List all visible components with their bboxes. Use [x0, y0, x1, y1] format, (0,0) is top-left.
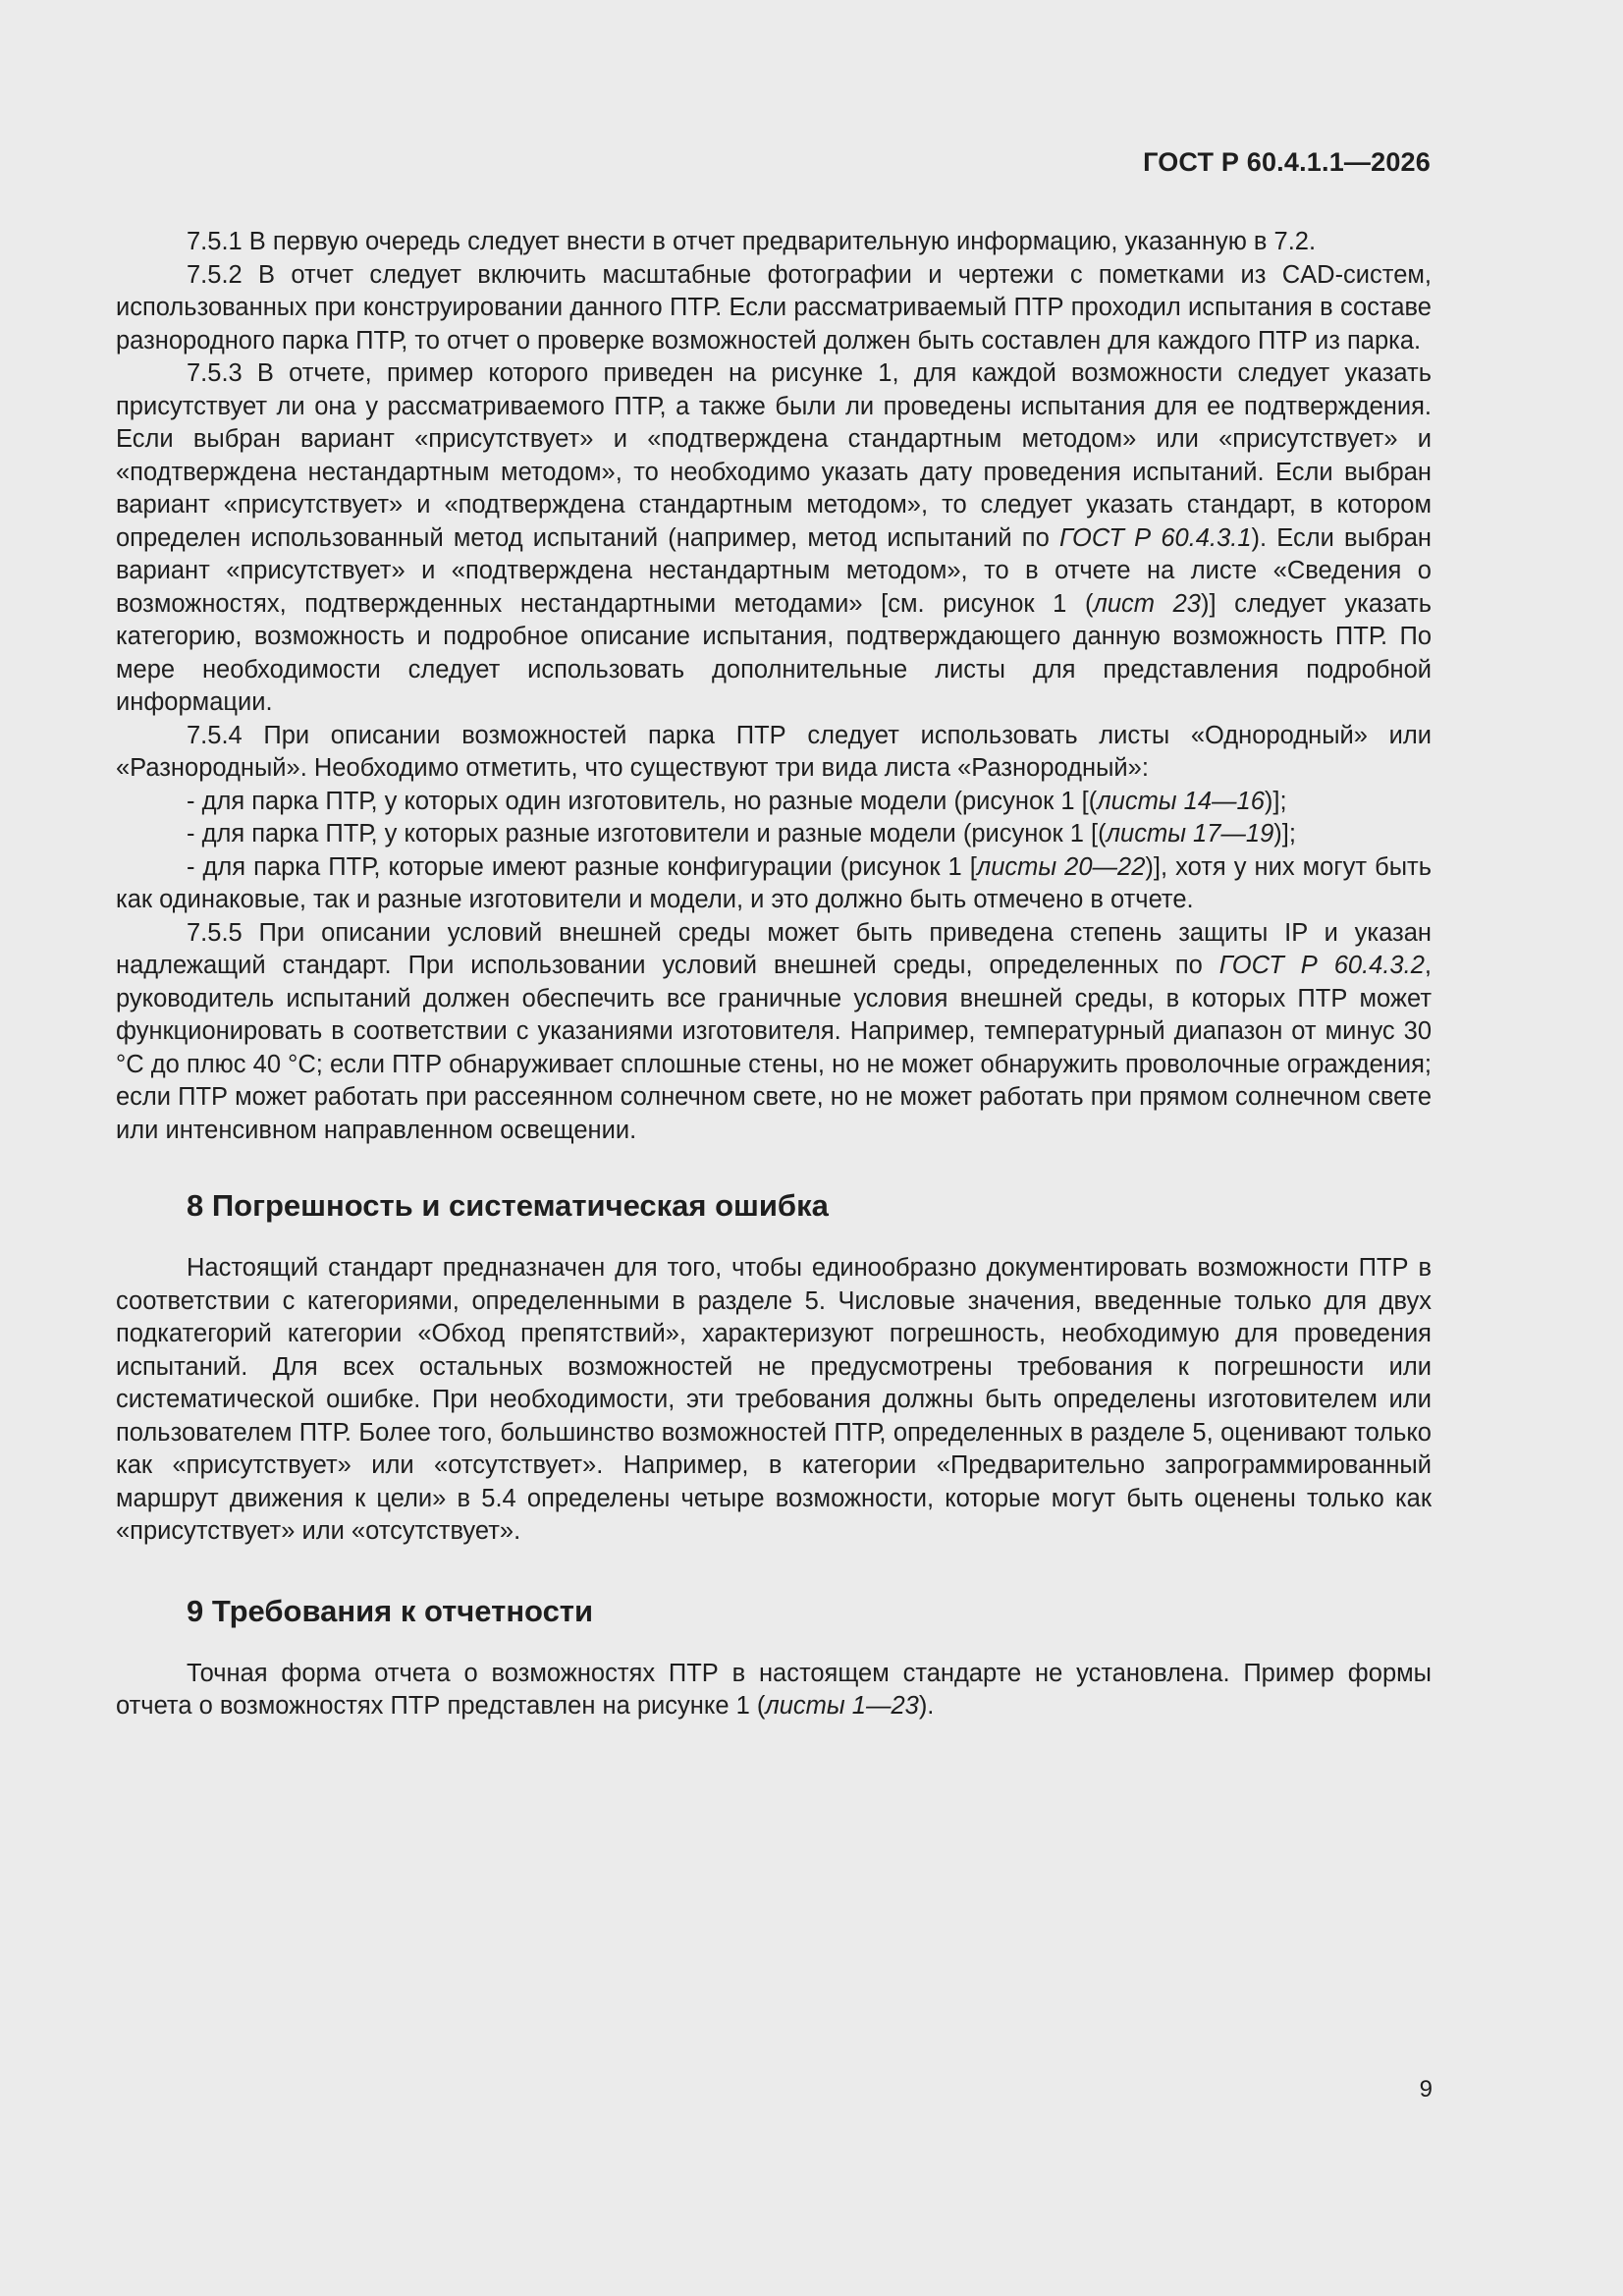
paragraph-7-5-3 — [116, 357, 1432, 720]
section-8-heading: 8 Погрешность и систематическая ошибка — [187, 1188, 829, 1223]
paragraph-text: ). Если выбран вариант «присутствует» и «подтверждена нестандартным методом», то в отчете на листе «Сведения о возможностях, подтвержденных нестандартными методами» [см. рисунок 1 ( — [116, 523, 1432, 618]
list-item-text: - для парка ПТР, у которых разные изготовители и разные модели (рисунок 1 [( — [187, 820, 1107, 847]
page-number: 9 — [1419, 2076, 1433, 2103]
list-item-text: )]; — [1264, 787, 1287, 815]
document-body — [116, 226, 1432, 1723]
sheet-reference: листы 17—19 — [1106, 820, 1274, 847]
list-item-text: )]; — [1273, 820, 1296, 847]
list-item — [116, 786, 1432, 819]
list-item — [116, 851, 1432, 917]
section-8-body: Настоящий стандарт предназначен для того, чтобы единообразно документировать возможности ПТР в соответствии с категориями, определенными в разделе 5. Числовые значения, введенные только для двух подкатегорий категории «Обход препятствий», характеризуют погрешность, необходимую для проведения испытаний. Для всех остальных возможностей не предусмотрены требования к погрешности или систематической ошибке. При необходимости, эти требования должны быть определены изготовителем или пользователем ПТР. Более того, большинство возможностей ПТР, определенных в разделе 5, оценивают только как «присутствует» или «отсутствует». Например, в категории «Предварительно запрограммированный маршрут движения к цели» в 5.4 определены четыре возможности, которые могут быть оценены только как «присутствует» или «отсутствует». — [116, 1254, 1432, 1545]
standard-reference: ГОСТ Р 60.4.3.2 — [1218, 952, 1425, 979]
paragraph-text: , руководитель испытаний должен обеспечить все граничные условия внешней среды, в которых ПТР может функционировать в соответствии с указаниями изготовителя. Например, температурный диапазон от минус 30 °С до плюс 40 °С; если ПТР обнаруживает сплошные стены, но не может обнаружить проволочные ограждения; если ПТР может работать при рассеянном солнечном свете, но не может работать при прямом солнечном свете или интенсивном направленном освещении. — [116, 952, 1432, 1144]
list-item-text: )], хотя у них могут быть как одинаковые, так и разные изготовители и модели, и это должно быть отмечено в отчете. — [116, 852, 1433, 913]
paragraph-7-5-2: 7.5.2 В отчет следует включить масштабные фотографии и чертежи с пометками из CAD-систем, использованных при конструировании данного ПТР. Если рассматриваемый ПТР проходил испытания в составе разнородного парка ПТР, то отчет о проверке возможностей должен быть составлен для каждого ПТР из парка. — [116, 260, 1432, 355]
paragraph-text: )] следует указать категорию, возможность и подробное описание испытания, подтверждающего данную возможность ПТР. По мере необходимости следует использовать дополнительные листы для представления подробной информации. — [116, 589, 1432, 716]
sheet-reference: листы 1—23 — [765, 1692, 919, 1720]
sheet-reference: листы 14—16 — [1097, 787, 1265, 815]
paragraph-text: Точная форма отчета о возможностях ПТР в настоящем стандарте не установлена. Пример формы отчета о возможностях ПТР представлен на рисунке 1 ( — [116, 1659, 1432, 1720]
document-designation: ГОСТ Р 60.4.1.1—2026 — [1143, 147, 1431, 177]
section-9-body — [116, 1658, 1432, 1723]
paragraph-7-5-1: 7.5.1 В первую очередь следует внести в отчет предварительную информацию, указанную в 7.2. — [187, 228, 1317, 255]
paragraph-7-5-4: 7.5.4 При описании возможностей парка ПТР следует использовать листы «Однородный» или «Разнородный». Необходимо отметить, что существуют три вида листа «Разнородный»: — [116, 721, 1432, 782]
paragraph-text: ). — [918, 1692, 935, 1720]
section-9-heading: 9 Требования к отчетности — [187, 1593, 594, 1628]
sheet-reference: лист 23 — [1093, 589, 1201, 618]
paragraph-text: 7.5.5 При описании условий внешней среды может быть приведена степень защиты IP и указан надлежащий стандарт. При использовании условий внешней среды, определенных по — [116, 918, 1432, 979]
paragraph-7-5-5 — [116, 917, 1432, 1148]
standard-reference: ГОСТ Р 60.4.3.1 — [1058, 523, 1252, 552]
paragraph-text: 7.5.3 В отчете, пример которого приведен на рисунке 1, для каждой возможности следует указать присутствует ли она у рассматриваемого ПТР, а также были ли проведены испытания для ее подтверждения. Если выбран вариант «присутствует» и «подтверждена стандартным методом» или «присутствует» и «подтверждена нестандартным методом», то необходимо указать дату проведения испытаний. Если выбран вариант «присутствует» и «подтверждена стандартным методом», то следует указать стандарт, в котором определен использованный метод испытаний (например, метод испытаний по — [116, 359, 1432, 552]
list-item — [116, 818, 1432, 851]
sheet-reference: листы 20—22 — [976, 852, 1146, 881]
list-item-text: - для парка ПТР, у которых один изготовитель, но разные модели (рисунок 1 [( — [187, 787, 1098, 815]
list-item-text: - для парка ПТР, которые имеют разные конфигурации (рисунок 1 [ — [187, 852, 977, 881]
